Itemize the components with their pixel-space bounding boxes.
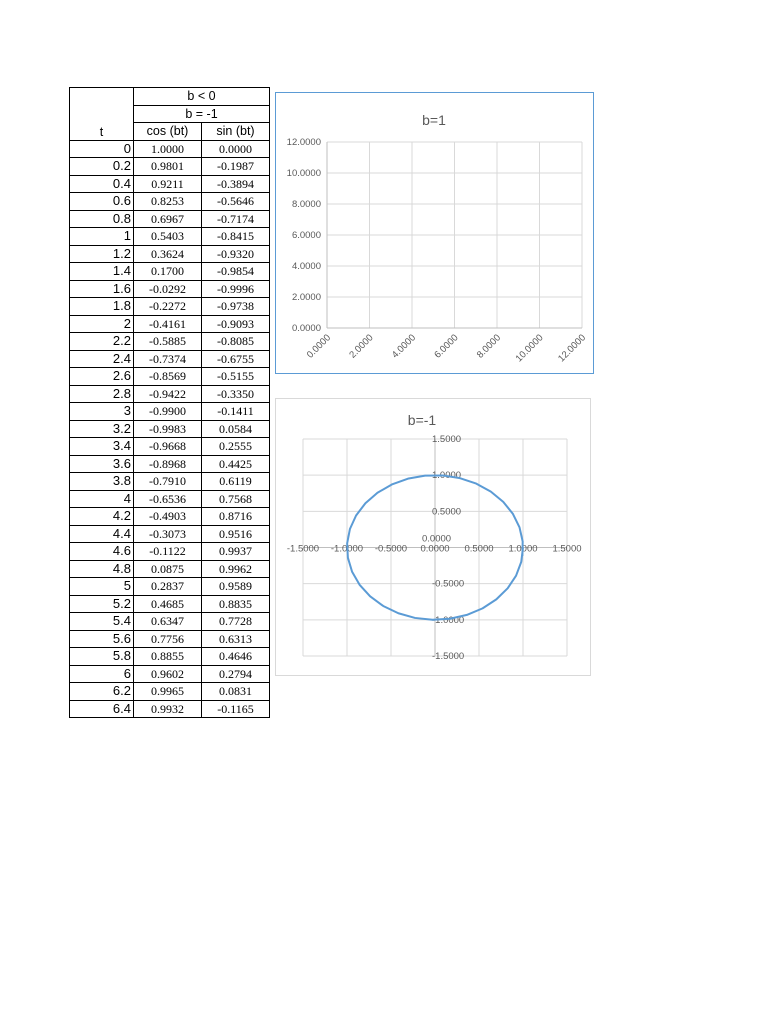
table-row	[70, 560, 270, 578]
sin-cell: -0.1987	[202, 158, 270, 176]
y-tick-label: 2.0000	[291, 292, 321, 303]
table-row	[70, 158, 270, 176]
t-cell: 4.4	[70, 525, 134, 543]
t-cell: 3.8	[70, 473, 134, 491]
cos-cell: 0.8855	[134, 648, 202, 666]
t-cell: 2.2	[70, 333, 134, 351]
sin-cell: 0.0584	[202, 420, 270, 438]
table-row	[70, 263, 270, 281]
t-cell: 5.8	[70, 648, 134, 666]
cos-cell: 0.5403	[134, 228, 202, 246]
x-tick-label: 10.0000	[513, 332, 546, 365]
y-tick-label: -1.0000	[432, 614, 465, 626]
t-cell: 3.2	[70, 420, 134, 438]
table-row	[70, 595, 270, 613]
cos-cell: -0.8968	[134, 455, 202, 473]
sin-cell: -0.9996	[202, 280, 270, 298]
x-tick-label: 2.0000	[347, 332, 376, 361]
t-cell: 5.2	[70, 595, 134, 613]
chart-title: b=1	[422, 112, 446, 128]
header-b-sign: b < 0	[134, 88, 270, 106]
chart-b-minus-1-plot	[276, 399, 590, 675]
sin-cell: -0.6755	[202, 350, 270, 368]
t-cell: 1.4	[70, 263, 134, 281]
sin-cell: 0.4646	[202, 648, 270, 666]
cos-cell: -0.2272	[134, 298, 202, 316]
table-row	[70, 613, 270, 631]
table-row	[70, 630, 270, 648]
x-tick-label: 0.5000	[464, 543, 494, 555]
table-row	[70, 333, 270, 351]
sin-cell: 0.9589	[202, 578, 270, 596]
table-row	[70, 438, 270, 456]
y-tick-label: 1.0000	[432, 470, 462, 482]
sin-cell: 0.4425	[202, 455, 270, 473]
cos-cell: -0.8569	[134, 368, 202, 386]
t-cell: 2.4	[70, 350, 134, 368]
y-tick-label: 6.0000	[291, 230, 321, 241]
t-cell: 2.6	[70, 368, 134, 386]
sin-cell: -0.1411	[202, 403, 270, 421]
t-cell: 1	[70, 228, 134, 246]
sin-cell: -0.5155	[202, 368, 270, 386]
table-row	[70, 315, 270, 333]
x-tick-label: 4.0000	[389, 332, 419, 361]
sin-cell: -0.8085	[202, 333, 270, 351]
sin-cell: -0.3894	[202, 175, 270, 193]
t-cell: 0.8	[70, 210, 134, 228]
cos-cell: -0.4903	[134, 508, 202, 526]
t-cell: 4.6	[70, 543, 134, 561]
cos-cell: 0.6967	[134, 210, 202, 228]
t-cell: 0.2	[70, 158, 134, 176]
sin-cell: -0.1165	[202, 700, 270, 718]
sin-cell: 0.0831	[202, 683, 270, 701]
table-row	[70, 140, 270, 158]
y-tick-label: 8.0000	[291, 199, 321, 210]
sin-cell: 0.7728	[202, 613, 270, 631]
t-cell: 2	[70, 315, 134, 333]
table-row	[70, 228, 270, 246]
table-row	[70, 525, 270, 543]
t-cell: 6.2	[70, 683, 134, 701]
t-cell: 4.2	[70, 508, 134, 526]
t-cell: 3	[70, 403, 134, 421]
cos-cell: 0.0875	[134, 560, 202, 578]
table-row	[70, 490, 270, 508]
cos-cell: 0.1700	[134, 263, 202, 281]
sin-cell: 0.6313	[202, 630, 270, 648]
table-row	[70, 280, 270, 298]
t-cell: 6.4	[70, 700, 134, 718]
cos-cell: -0.9668	[134, 438, 202, 456]
cos-cell: -0.0292	[134, 280, 202, 298]
x-tick-label: -1.5000	[286, 543, 320, 555]
data-table	[69, 87, 270, 718]
t-cell: 2.8	[70, 385, 134, 403]
table-row	[70, 543, 270, 561]
t-cell: 1.6	[70, 280, 134, 298]
sin-cell: -0.3350	[202, 385, 270, 403]
x-tick-label: 8.0000	[474, 332, 504, 361]
t-cell: 0.6	[70, 193, 134, 211]
table-row	[70, 210, 270, 228]
table-row	[70, 403, 270, 421]
table-row	[70, 350, 270, 368]
sin-cell: -0.9738	[202, 298, 270, 316]
column-header-t: t	[70, 123, 134, 141]
x-tick-label: 6.0000	[432, 332, 461, 361]
sin-cell: 0.0000	[202, 140, 270, 158]
cos-cell: 0.9211	[134, 175, 202, 193]
sin-cell: 0.6119	[202, 473, 270, 491]
table-row	[70, 665, 270, 683]
t-cell: 5.6	[70, 630, 134, 648]
sin-cell: -0.9320	[202, 245, 270, 263]
header-row-sign	[70, 88, 270, 106]
cos-cell: -0.5885	[134, 333, 202, 351]
table-row	[70, 508, 270, 526]
cos-cell: 0.3624	[134, 245, 202, 263]
chart-b-1	[275, 92, 594, 374]
x-tick-label: 0.0000	[304, 332, 334, 361]
header-blank-cell	[70, 105, 134, 123]
cos-cell: -0.3073	[134, 525, 202, 543]
cos-cell: -0.4161	[134, 315, 202, 333]
cos-cell: -0.9983	[134, 420, 202, 438]
chart-b-1-plot	[276, 93, 593, 373]
sin-cell: 0.7568	[202, 490, 270, 508]
y-tick-label: -1.5000	[432, 651, 465, 662]
table-row	[70, 245, 270, 263]
t-cell: 0.4	[70, 175, 134, 193]
column-header-sin: sin (bt)	[202, 123, 270, 141]
sin-cell: -0.9093	[202, 315, 270, 333]
t-cell: 3.4	[70, 438, 134, 456]
table-row	[70, 473, 270, 491]
cos-cell: -0.7374	[134, 350, 202, 368]
table-row	[70, 455, 270, 473]
cos-cell: -0.9900	[134, 403, 202, 421]
sin-cell: 0.9937	[202, 543, 270, 561]
chart-b-minus-1	[275, 398, 591, 676]
table-row	[70, 175, 270, 193]
t-cell: 6	[70, 665, 134, 683]
t-cell: 1.2	[70, 245, 134, 263]
header-row-columns	[70, 123, 270, 141]
t-cell: 4.8	[70, 560, 134, 578]
x-tick-label: 1.0000	[508, 543, 538, 555]
column-header-cos: cos (bt)	[134, 123, 202, 141]
cos-cell: 0.4685	[134, 595, 202, 613]
cos-cell: 1.0000	[134, 140, 202, 158]
table-row	[70, 648, 270, 666]
t-cell: 3.6	[70, 455, 134, 473]
t-cell: 5	[70, 578, 134, 596]
y-tick-label: 1.5000	[432, 434, 462, 445]
cos-cell: 0.9965	[134, 683, 202, 701]
t-cell: 0	[70, 140, 134, 158]
sin-cell: -0.8415	[202, 228, 270, 246]
sin-cell: -0.7174	[202, 210, 270, 228]
sin-cell: -0.5646	[202, 193, 270, 211]
sin-cell: 0.2794	[202, 665, 270, 683]
table-row	[70, 683, 270, 701]
cos-cell: -0.9422	[134, 385, 202, 403]
cos-cell: -0.1122	[134, 543, 202, 561]
x-tick-label: -0.5000	[374, 543, 408, 555]
x-tick-label: 12.0000	[556, 332, 589, 365]
x-tick-label: 0.0000	[420, 543, 450, 555]
sin-cell: 0.2555	[202, 438, 270, 456]
y-tick-label: 0.5000	[432, 506, 462, 518]
cos-cell: 0.8253	[134, 193, 202, 211]
sin-cell: 0.9516	[202, 525, 270, 543]
cos-cell: 0.9801	[134, 158, 202, 176]
sin-cell: -0.9854	[202, 263, 270, 281]
y-tick-label: 12.0000	[286, 137, 321, 148]
y-tick-label: 0.0000	[291, 323, 321, 334]
y-tick-label: -0.5000	[432, 578, 465, 590]
cos-cell: 0.2837	[134, 578, 202, 596]
x-tick-label: -1.0000	[330, 543, 364, 555]
t-cell: 5.4	[70, 613, 134, 631]
table-row	[70, 385, 270, 403]
header-row-value	[70, 105, 270, 123]
sin-cell: 0.8716	[202, 508, 270, 526]
cos-cell: 0.7756	[134, 630, 202, 648]
header-blank-cell	[70, 88, 134, 106]
table-row	[70, 368, 270, 386]
cos-cell: 0.6347	[134, 613, 202, 631]
x-tick-label: 1.5000	[552, 543, 582, 555]
table-row	[70, 578, 270, 596]
t-cell: 4	[70, 490, 134, 508]
cos-cell: -0.6536	[134, 490, 202, 508]
y-tick-label: 10.0000	[286, 168, 321, 179]
chart-title: b=-1	[407, 412, 437, 428]
sin-cell: 0.8835	[202, 595, 270, 613]
table-row	[70, 298, 270, 316]
header-b-value: b = -1	[134, 105, 270, 123]
cos-cell: 0.9932	[134, 700, 202, 718]
table-row	[70, 193, 270, 211]
t-cell: 1.8	[70, 298, 134, 316]
table-row	[70, 420, 270, 438]
cos-cell: 0.9602	[134, 665, 202, 683]
y-tick-label: 0.0000	[422, 533, 452, 545]
y-tick-label: 4.0000	[291, 261, 321, 272]
sin-cell: 0.9962	[202, 560, 270, 578]
table-row	[70, 700, 270, 718]
cos-cell: -0.7910	[134, 473, 202, 491]
